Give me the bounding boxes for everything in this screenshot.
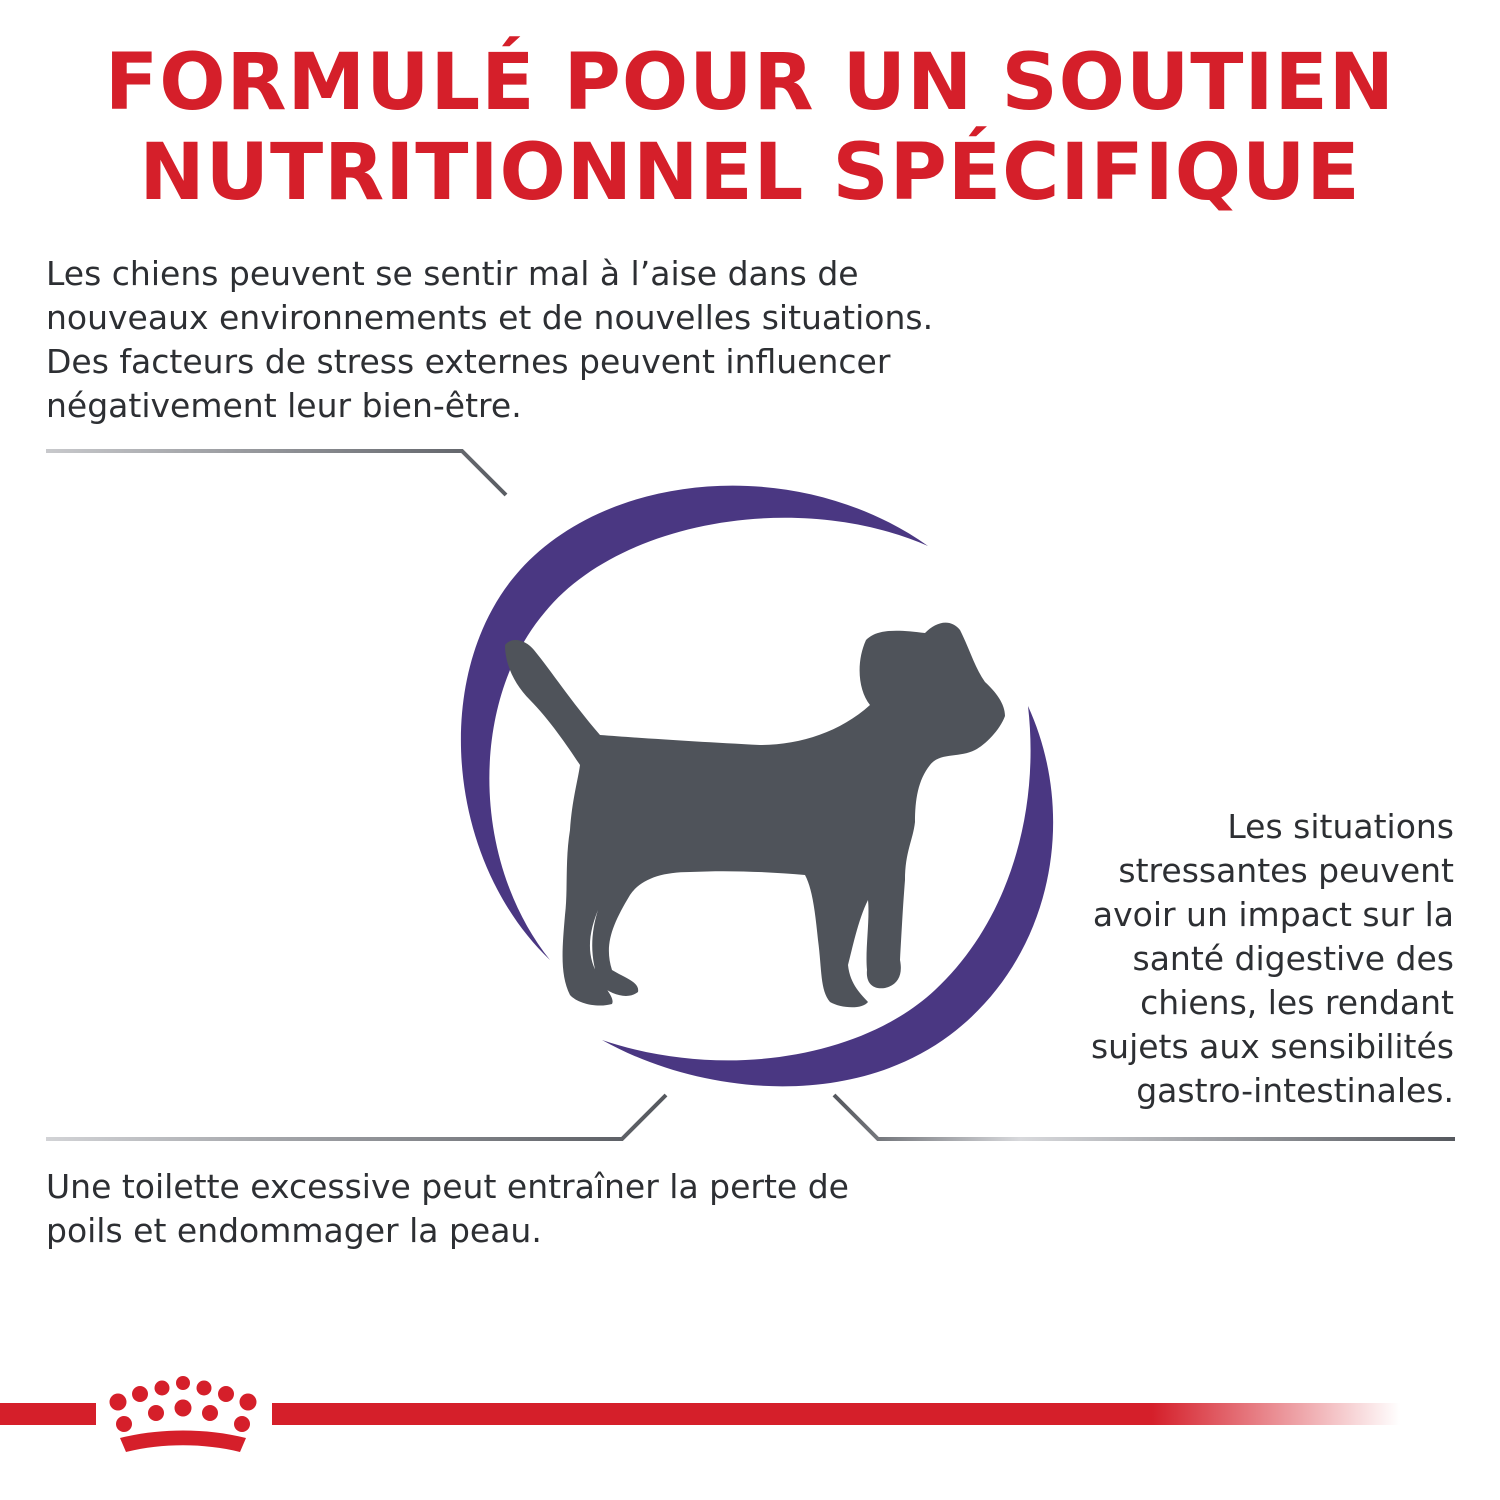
leader-line-bottom-right [834,1095,1455,1139]
callout-excessive-grooming: Une toilette excessive peut entraîner la perte de poils et endommager la peau. [46,1167,849,1250]
dog-silhouette-icon [505,623,1005,1008]
callout-digestive-health: Les situations stressantes peuvent avoir un impact sur la santé digestive des chiens, les rendant sujets aux sensibilités gastro-intestinales. [1090,807,1454,1110]
leader-line-bottom-left [46,1095,666,1139]
title-line-1: FORMULÉ POUR UN SOUTIEN [104,38,1396,128]
leader-line-top [46,451,506,495]
royal-canin-crown-logo [110,1376,257,1452]
callout-stress-environment: Les chiens peuvent se sentir mal à l’aise dans de nouveaux environnements et de nouvelles situations. Des facteurs de stress externes peuvent influencer négativement leur bien-être. [46,254,934,425]
title-line-2: NUTRITIONNEL SPÉCIFIQUE [139,128,1361,218]
